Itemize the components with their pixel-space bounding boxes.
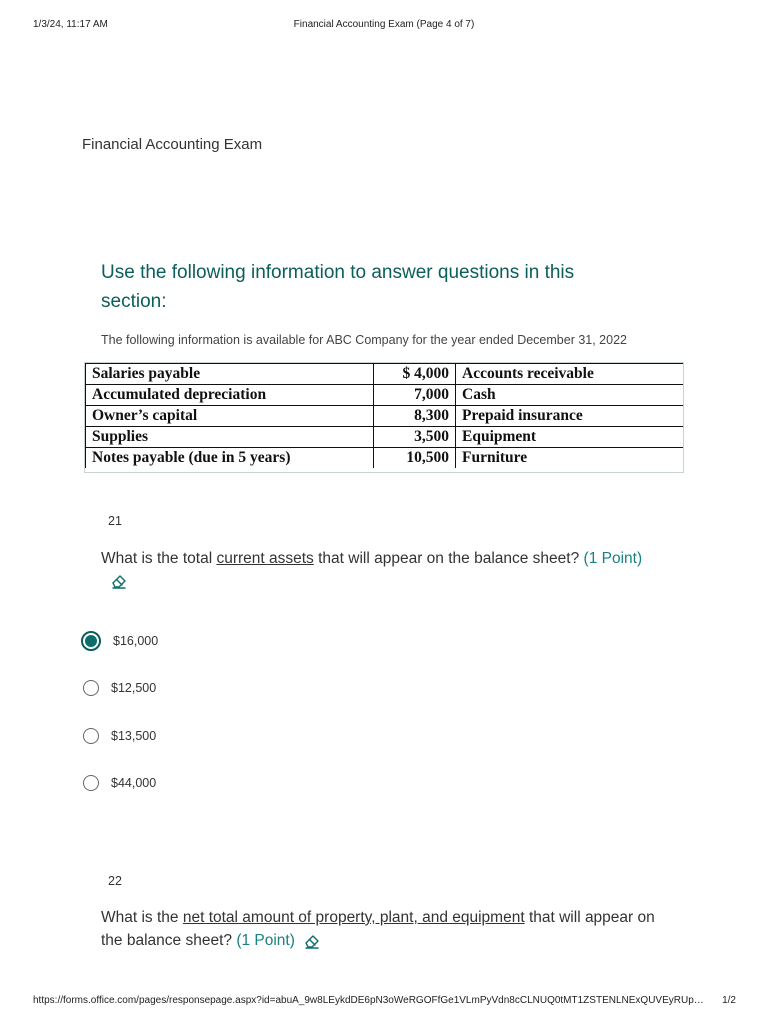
table-cell-account: Salaries payable <box>86 364 374 385</box>
table-cell-account: Supplies <box>86 427 374 448</box>
table-cell-account: Accounts receivable <box>456 364 684 385</box>
table-cell-amount: 8,300 <box>374 406 456 427</box>
table-cell-account: Equipment <box>456 427 684 448</box>
question-text-part: that will appear on the balance sheet? <box>313 550 580 567</box>
info-table <box>85 363 683 468</box>
table-cell-amount: 3,500 <box>374 427 456 448</box>
option-label: $13,500 <box>111 729 157 743</box>
table-cell-amount: 7,000 <box>374 385 456 406</box>
table-cell-account: Furniture <box>456 448 684 469</box>
table-row <box>86 364 684 385</box>
question-text-part: that will appear on the balance sheet? <box>101 909 655 949</box>
radio-button[interactable] <box>83 680 99 696</box>
table-row <box>86 385 684 406</box>
question-text-part: What is the <box>101 909 183 926</box>
option-label: $16,000 <box>113 634 159 648</box>
table-cell-amount: 10,500 <box>374 448 456 469</box>
table-cell-account: Accumulated depreciation <box>86 385 374 406</box>
question-text-underlined: current assets <box>216 550 314 567</box>
option-label: $44,000 <box>111 776 157 790</box>
table-cell-account: Prepaid insurance <box>456 406 684 427</box>
question-text-part: What is the total <box>101 550 217 567</box>
question-number: 22 <box>108 874 122 888</box>
answer-option[interactable] <box>83 725 156 747</box>
clear-response-button[interactable] <box>110 572 128 590</box>
form-title: Financial Accounting Exam <box>82 136 263 153</box>
print-url: https://forms.office.com/pages/responsepage.aspx?id=abuA_9w8LEykdDE6pN3oWeRGOFfGe1VLmPyVdn8cCLNUQ0tMT1ZSTENLNExQUVEyRUp… <box>33 995 704 1006</box>
table-row <box>86 427 684 448</box>
print-page-number: 1/2 <box>722 995 736 1006</box>
question-points: (1 Point) <box>236 932 295 949</box>
radio-button-selected[interactable] <box>81 631 101 651</box>
section-description: The following information is available for ABC Company for the year ended December 31, 2022 <box>101 333 627 347</box>
question-text <box>101 906 676 952</box>
question-number: 21 <box>108 514 122 528</box>
question-text-underlined: net total amount of property, plant, and equipment <box>182 909 525 926</box>
answer-option[interactable] <box>83 772 156 794</box>
table-cell-amount: $ 4,000 <box>374 364 456 385</box>
table-cell-account: Cash <box>456 385 684 406</box>
table-row <box>86 406 684 427</box>
table-cell-account: Notes payable (due in 5 years) <box>86 448 374 469</box>
answer-option[interactable] <box>83 630 158 652</box>
question-points: (1 Point) <box>583 550 643 567</box>
answer-option[interactable] <box>83 677 156 699</box>
question-text <box>101 547 701 570</box>
section-title: Use the following information to answer questions in this section: <box>101 262 575 312</box>
eraser-icon <box>303 932 321 950</box>
radio-button[interactable] <box>83 775 99 791</box>
option-label: $12,500 <box>111 681 157 695</box>
radio-button[interactable] <box>83 728 99 744</box>
eraser-icon <box>110 572 128 590</box>
print-datetime: 1/3/24, 11:17 AM <box>33 19 108 30</box>
table-cell-account: Owner’s capital <box>86 406 374 427</box>
print-page-title: Financial Accounting Exam (Page 4 of 7) <box>293 19 475 30</box>
table-row <box>86 448 684 469</box>
clear-response-button[interactable] <box>303 929 321 952</box>
info-table-image <box>84 362 684 473</box>
